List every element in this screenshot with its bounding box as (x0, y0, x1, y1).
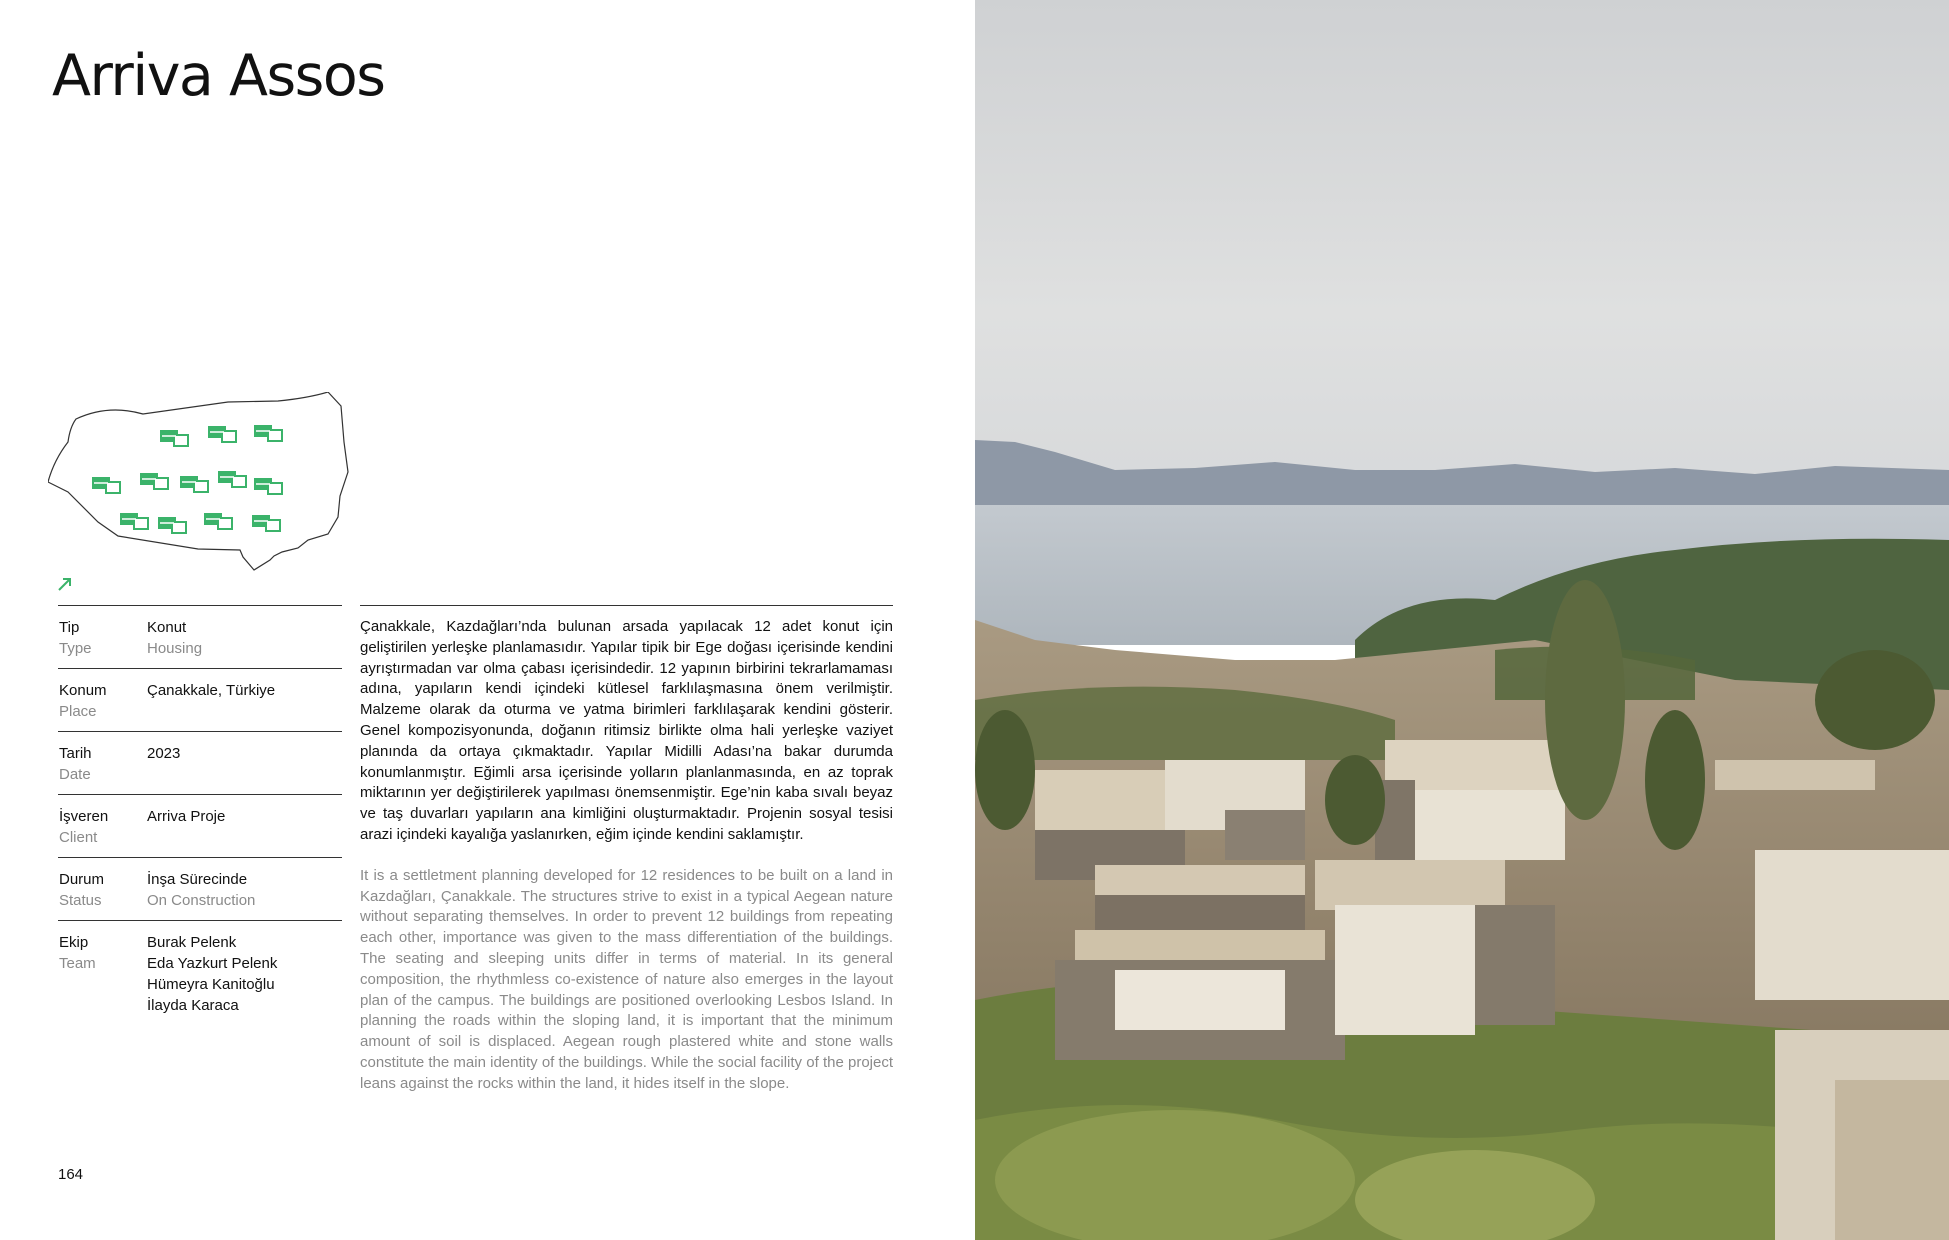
info-value: 2023 (147, 745, 181, 762)
info-label: İşveren (59, 808, 109, 825)
info-label-en: Type (59, 640, 92, 657)
info-row-place (58, 668, 342, 731)
info-label: Konum (59, 682, 107, 699)
site-plan-diagram (48, 392, 350, 594)
team-member: Burak Pelenk (147, 934, 237, 951)
team-member: Hümeyra Kanitoğlu (147, 976, 275, 993)
team-member: İlayda Karaca (147, 997, 239, 1014)
info-label: Durum (59, 871, 105, 888)
info-row-team (58, 920, 342, 1021)
info-value: Arriva Proje (147, 808, 226, 825)
team-list (147, 932, 277, 1016)
description-english: It is a settletment planning developed for 12 residences to be built on a land in Kazdağları, Çanakkale. The structures strive to exist in a typical Aegean nature without separating themselves. In order to prevent 12 buildings from repeating each other, importance was given to the mass differentiation of the buildings. The seating and sleeping units differ in terms of material. In its general composition, the rhythmless co-existence of nature also emerges in the layout plan of the campus. The buildings are positioned overlooking Lesbos Island. In planning the roads within the sloping land, it is important that the minimum amount of soil is displaced. Aegean rough plastered white and stone walls constitute the main identity of the buildings. While the social facility of the project leans against the rocks within the land, it hides itself in the slope. (360, 866, 893, 1092)
info-value: İnşa Sürecinde (147, 871, 248, 888)
page-number: 164 (58, 1166, 84, 1183)
info-label-en: Client (59, 829, 98, 846)
info-value: Konut (147, 619, 187, 636)
info-label: Tarih (59, 745, 92, 762)
info-label-en: Place (59, 703, 97, 720)
project-rendering (975, 0, 1949, 1240)
info-value: Çanakkale, Türkiye (147, 682, 276, 699)
description (360, 605, 893, 1095)
info-row-type (58, 605, 342, 668)
info-label-en: Status (59, 892, 102, 909)
info-label-en: Team (59, 955, 96, 972)
info-label: Tip (59, 619, 80, 636)
info-row-status (58, 857, 342, 920)
info-value-en: On Construction (147, 892, 256, 909)
info-value-en: Housing (147, 640, 203, 657)
arrow-up-right-icon (56, 575, 74, 593)
description-turkish: Çanakkale, Kazdağları’nda bulunan arsada yapılacak 12 adet konut için geliştirilen yerleşke planlamasıdır. Yapılar tipik bir Ege doğası içerisinde kendini ayrıştırmadan var olma çabası içerisindedir. 12 yapının birbirini tekrarlamaması adına, yapıların kendi içindeki kütlesel farklılaşmasına önem verilmiştir. Malzeme olarak da oturma ve yatma birimleri farklılaşarak kendini gösterir. Genel kompozisyonunda, doğanın ritimsiz birlikte olma hali yerleşke vaziyet planında da ortaya çıkmaktadır. Yapılar Midilli Adası’na bakar durumda konumlanmıştır. Eğimli arsa içerisinde yolların planlanmasında, en az toprak miktarının yer değiştirilerek yapılması önemsenmiştir. Ege’nin kaba sıvalı beyaz ve taş duvarları yapıların ana kimliğini oluşturmaktadır. Projenin sosyal tesisi arazi içindeki kayalığa yaslanırken, eğim içinde kendini saklamıştır. (360, 618, 893, 843)
project-info (58, 605, 342, 1021)
info-row-date (58, 731, 342, 794)
page-title: Arriva Assos (52, 43, 385, 109)
info-row-client (58, 794, 342, 857)
info-label: Ekip (59, 934, 89, 951)
aerial-render-image (975, 0, 1949, 1240)
info-label-en: Date (59, 766, 91, 783)
team-member: Eda Yazkurt Pelenk (147, 955, 278, 972)
